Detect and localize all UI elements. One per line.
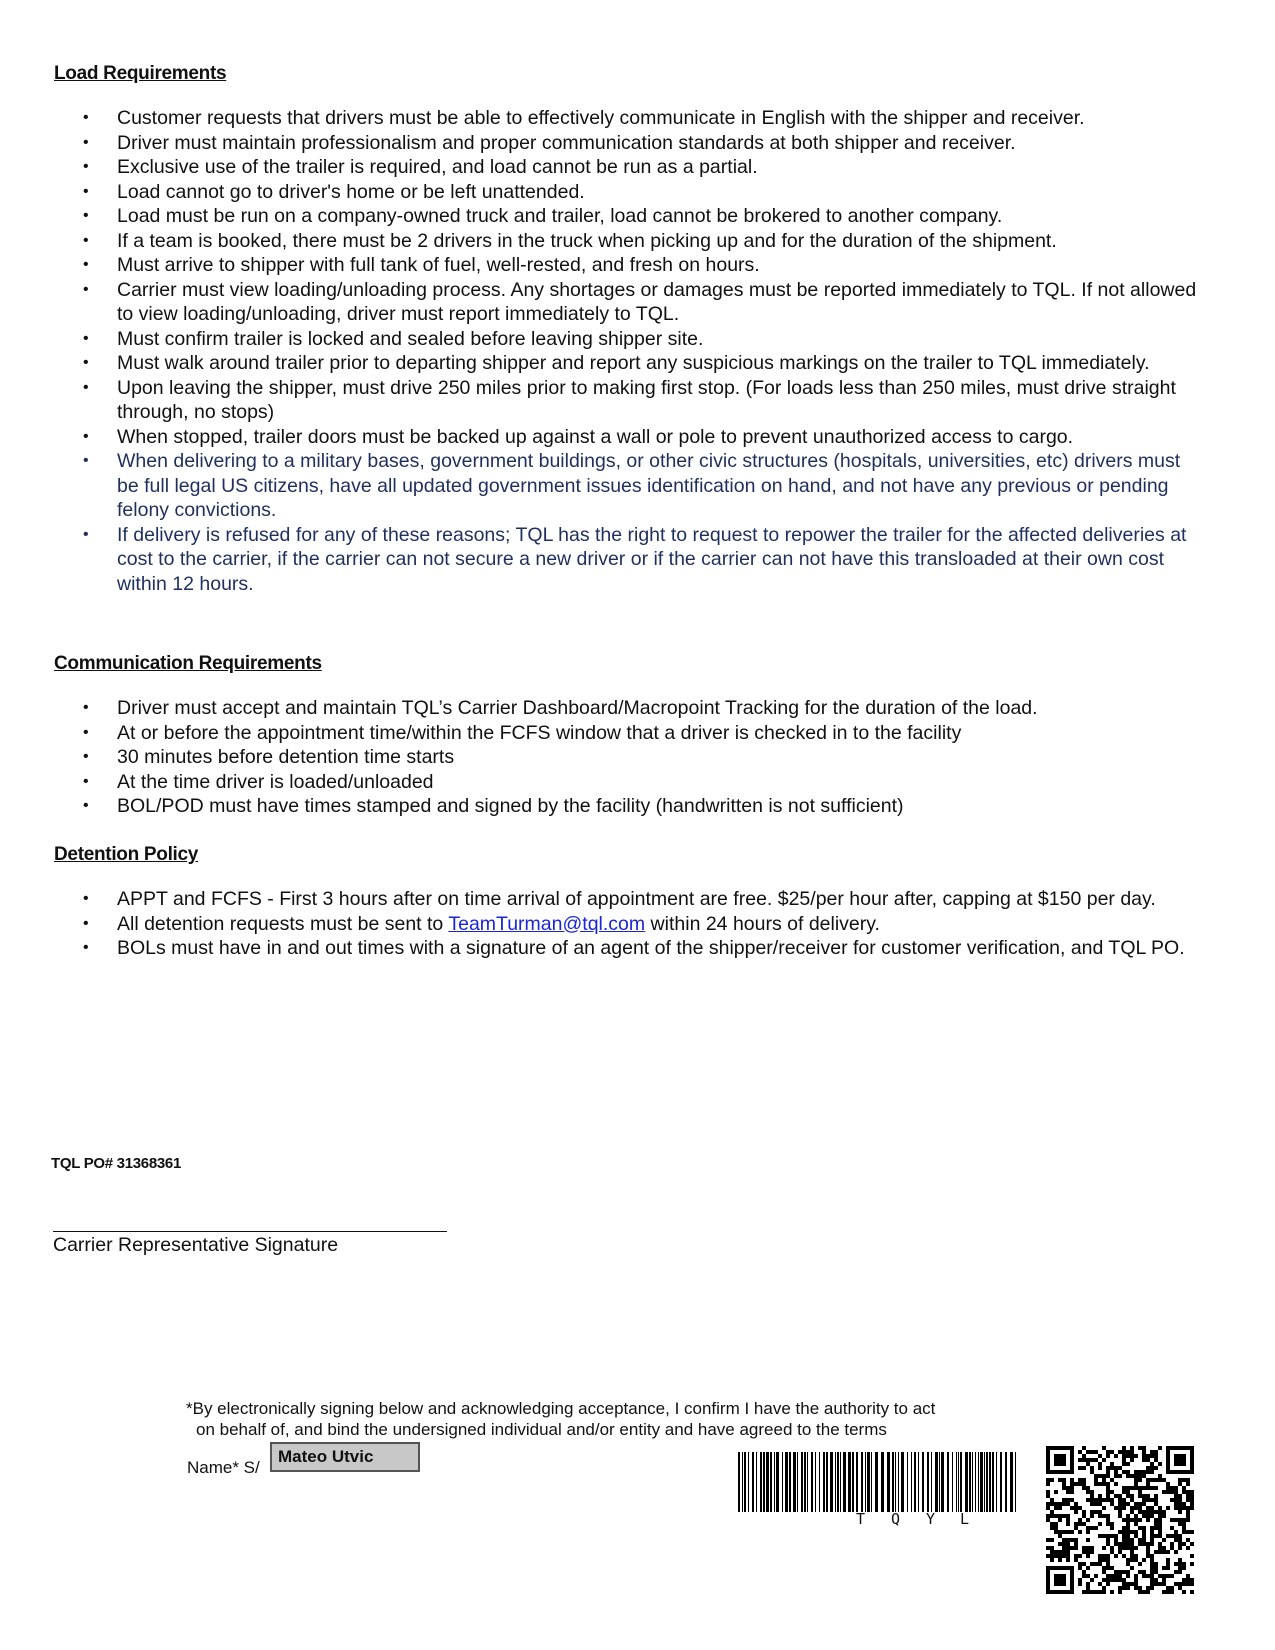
load-requirements-heading: Load Requirements xyxy=(54,63,227,84)
bullet-icon: • xyxy=(83,452,89,469)
bullet-icon: • xyxy=(83,378,89,396)
barcode-char: L xyxy=(960,1510,970,1528)
bullet-icon: • xyxy=(83,280,89,298)
name-label: Name* S/ xyxy=(187,1458,260,1477)
list-item: • All detention requests must be sent to TeamTurman@tql.com within 24 hours of delivery. xyxy=(83,912,880,935)
bullet-icon: • xyxy=(83,231,89,249)
list-item: • At the time driver is loaded/unloaded xyxy=(83,770,434,793)
bullet-icon: • xyxy=(83,939,89,956)
bullet-icon: • xyxy=(83,329,89,347)
list-item: • 30 minutes before detention time starts xyxy=(83,746,455,768)
barcode-char: Y xyxy=(926,1510,936,1528)
list-item: • Driver must maintain professionalism and proper communication standards at both shipper and receiver. xyxy=(83,131,1016,154)
list-item: • If delivery is refused for any of these reasons; TQL has the right to request to repower the trailer for the affected deliveries at cost to the carrier, if the carrier can not secure a new driver or if the carrier can not have this transloaded at their own cost within 12 hours. xyxy=(83,523,1187,595)
list-item: • When delivering to a military bases, government buildings, or other civic structures (hospitals, universities, etc) drivers must be full legal US citizens, have all updated government issues identification on hand, and not have any previous or pending felony convictions. xyxy=(83,450,1181,521)
barcode-image xyxy=(738,1452,1020,1512)
communication-requirements-heading: Communication Requirements xyxy=(54,653,322,674)
esign-statement xyxy=(186,1398,935,1440)
list-item: • Driver must accept and maintain TQL’s Carrier Dashboard/Macropoint Tracking for the duration of the load. xyxy=(83,697,1038,719)
bullet-icon: • xyxy=(83,797,89,814)
bullet-icon: • xyxy=(83,772,89,790)
list-item: • Carrier must view loading/unloading process. Any shortages or damages must be reported immediately to TQL. If not allowed to view loading/unloading, driver must report immediately to TQL. xyxy=(83,278,1197,325)
po-number: TQL PO# 31368361 xyxy=(51,1155,182,1172)
list-item: • Exclusive use of the trailer is required, and load cannot be run as a partial. xyxy=(83,156,758,178)
communication-requirements-list xyxy=(0,696,1200,819)
bullet-icon: • xyxy=(83,914,89,932)
detention-policy-list xyxy=(0,887,1200,961)
bullet-icon: • xyxy=(83,158,89,175)
list-item: • Must arrive to shipper with full tank of fuel, well-rested, and fresh on hours. xyxy=(83,254,760,276)
bullet-icon: • xyxy=(83,256,89,273)
load-requirements-list xyxy=(0,106,1200,596)
esign-line-1: *By electronically signing below and acknowledging acceptance, I confirm I have the authority to act xyxy=(186,1399,936,1418)
detention-policy-heading: Detention Policy xyxy=(54,844,199,865)
list-item: • At or before the appointment time/within the FCFS window that a driver is checked in to the facility xyxy=(83,721,962,744)
bullet-icon: • xyxy=(83,525,89,543)
bullet-icon: • xyxy=(83,354,89,371)
bullet-icon: • xyxy=(83,699,89,716)
barcode-char: Q xyxy=(891,1510,901,1528)
bullet-icon: • xyxy=(83,723,89,741)
list-item: • When stopped, trailer doors must be backed up against a wall or pole to prevent unauthorized access to cargo. xyxy=(83,425,1074,448)
esign-line-2: on behalf of, and bind the undersigned individual and/or entity and have agreed to the terms xyxy=(196,1420,887,1439)
barcode-char: T xyxy=(856,1510,866,1528)
bullet-icon: • xyxy=(83,182,89,200)
name-signature-field[interactable]: Mateo Utvic xyxy=(270,1442,420,1472)
signature-label: Carrier Representative Signature xyxy=(53,1234,339,1256)
bullet-icon: • xyxy=(83,133,89,151)
bullet-icon: • xyxy=(83,748,89,765)
signature-line xyxy=(53,1231,447,1232)
bullet-icon: • xyxy=(83,427,89,445)
bullet-icon: • xyxy=(83,109,89,126)
email-link[interactable]: TeamTurman@tql.com xyxy=(448,912,646,935)
list-item: • If a team is booked, there must be 2 drivers in the truck when picking up and for the duration of the shipment. xyxy=(83,229,1057,252)
bullet-icon: • xyxy=(83,890,89,907)
list-item: • Must confirm trailer is locked and sealed before leaving shipper site. xyxy=(83,327,704,350)
list-item: • Customer requests that drivers must be able to effectively communicate in English with the shipper and receiver. xyxy=(83,107,1085,129)
list-item: • BOLs must have in and out times with a signature of an agent of the shipper/receiver for customer verification, and TQL PO. xyxy=(83,937,1185,959)
list-item: • Load cannot go to driver's home or be left unattended. xyxy=(83,180,585,203)
qr-code-image xyxy=(1046,1446,1194,1594)
list-item: • BOL/POD must have times stamped and signed by the facility (handwritten is not sufficient) xyxy=(83,795,904,817)
list-item: • Load must be run on a company-owned truck and trailer, load cannot be brokered to another company. xyxy=(83,205,1003,227)
list-item: • Upon leaving the shipper, must drive 250 miles prior to making first stop. (For loads less than 250 miles, must drive straight through, no stops) xyxy=(83,376,1176,423)
bullet-icon: • xyxy=(83,207,89,224)
list-item: • Must walk around trailer prior to departing shipper and report any suspicious markings on the trailer to TQL immediately. xyxy=(83,352,1150,374)
list-item: • APPT and FCFS - First 3 hours after on time arrival of appointment are free. $25/per hour after, capping at $150 per day. xyxy=(83,888,1156,910)
